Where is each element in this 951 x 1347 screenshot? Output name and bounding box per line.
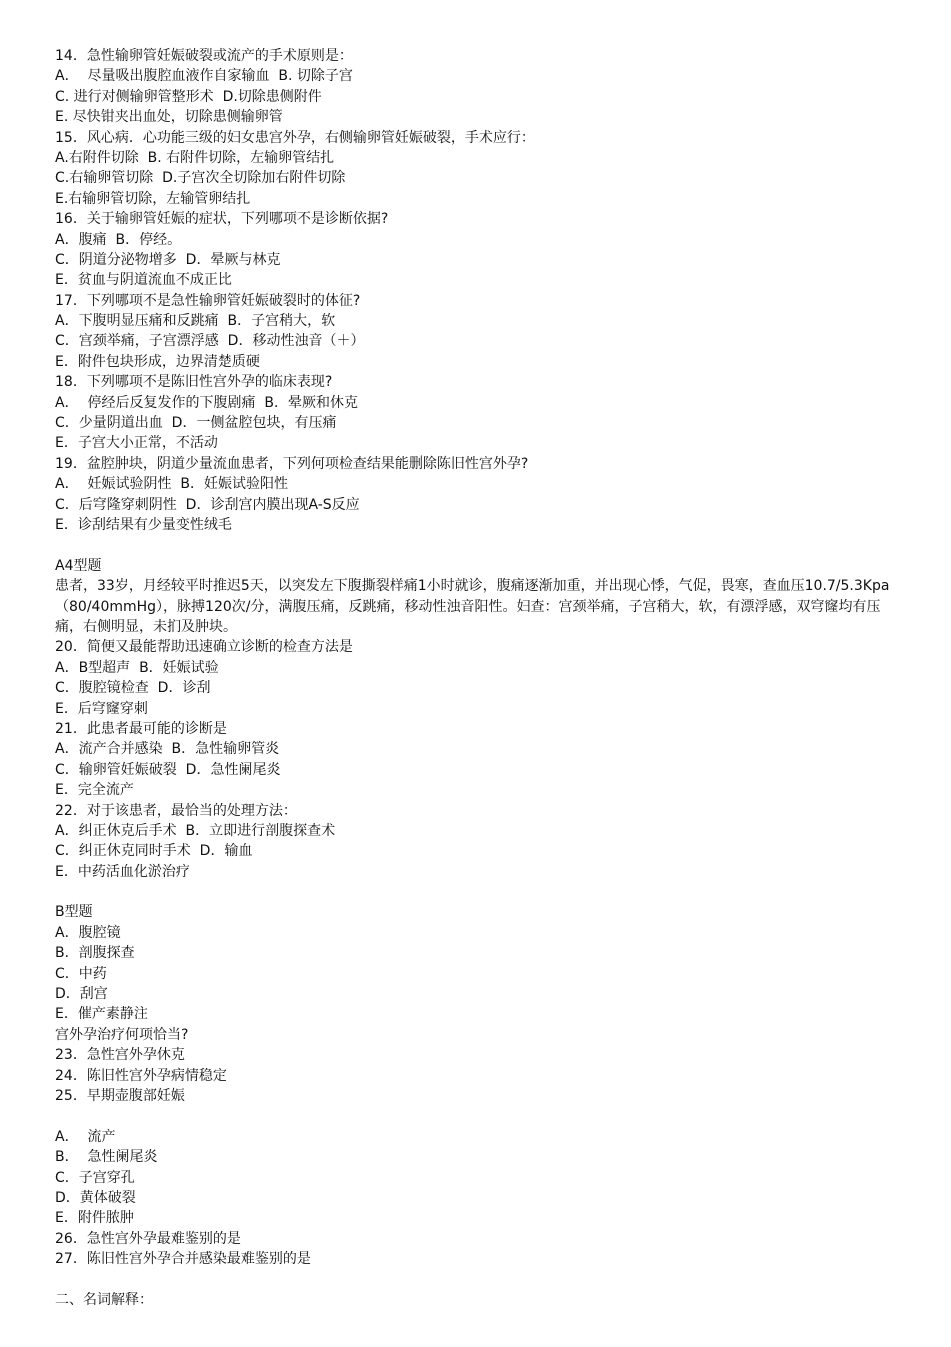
option-line: E.右输卵管切除，左输管卵结扎 <box>55 190 251 207</box>
option-line: C. 进行对侧输卵管整形术 D.切除患侧附件 <box>55 88 322 105</box>
a4-section <box>55 556 905 882</box>
b-section-group-2 <box>55 1127 905 1270</box>
question-line: 23．急性宫外孕休克 <box>55 1047 185 1064</box>
option-line: C．阴道分泌物增多 D．晕厥与林克 <box>55 251 281 268</box>
option-line: A.右附件切除 B. 右附件切除，左输卵管结扎 <box>55 149 335 166</box>
question-line: 25．早期壶腹部妊娠 <box>55 1087 185 1104</box>
option-line: B．剖腹探查 <box>55 945 135 962</box>
option-line: A． 停经后反复发作的下腹剧痛 B．晕厥和休克 <box>55 394 358 411</box>
question-line: 27．陈旧性宫外孕合并感染最难鉴别的是 <box>55 1251 311 1268</box>
option-line: E．诊刮结果有少量变性绒毛 <box>55 516 232 533</box>
question-line: 15．风心病．心功能三级的妇女患宫外孕，右侧输卵管妊娠破裂，手术应行： <box>55 129 535 146</box>
question-block-14-19 <box>55 46 905 535</box>
option-line: E．附件脓肿 <box>55 1210 134 1227</box>
question-stem: 宫外孕治疗何项恰当? <box>55 1026 189 1043</box>
option-line: E. 尽快钳夹出血处，切除患侧输卵管 <box>55 109 283 126</box>
question-line: 14．急性输卵管妊娠破裂或流产的手术原则是： <box>55 48 353 64</box>
option-line: A．流产合并感染 B．急性输卵管炎 <box>55 741 280 758</box>
option-line: E．子宫大小正常，不活动 <box>55 435 218 452</box>
blank-line <box>55 1106 905 1126</box>
option-line: C．子宫穿孔 <box>55 1169 135 1186</box>
question-line: 24．陈旧性宫外孕病情稳定 <box>55 1067 227 1084</box>
question-line: 22．对于该患者，最恰当的处理方法： <box>55 802 297 819</box>
option-line: E．附件包块形成，边界清楚质硬 <box>55 353 260 370</box>
question-line: 19．盆腔肿块，阴道少量流血患者，下列何项检查结果能删除陈旧性宫外孕? <box>55 455 529 472</box>
section-heading: A4型题 <box>55 557 102 574</box>
question-line: 17．下列哪项不是急性输卵管妊娠破裂时的体征? <box>55 292 361 309</box>
blank-line <box>55 882 905 902</box>
option-line: A． 妊娠试验阴性 B．妊娠试验阳性 <box>55 476 288 493</box>
question-line: 16．关于输卵管妊娠的症状，下列哪项不是诊断依据? <box>55 211 389 228</box>
option-line: D．黄体破裂 <box>55 1189 136 1206</box>
question-line: 20．简便又最能帮助迅速确立诊断的检查方法是 <box>55 639 353 656</box>
option-line: C．少量阴道出血 D．一侧盆腔包块，有压痛 <box>55 415 337 432</box>
option-line: C．中药 <box>55 965 107 982</box>
question-line: 18．下列哪项不是陈旧性宫外孕的临床表现? <box>55 374 333 391</box>
option-line: A． 流产 <box>55 1128 116 1145</box>
option-line: D．刮宫 <box>55 986 108 1003</box>
option-line: E．完全流产 <box>55 782 134 799</box>
option-line: E．中药活血化淤治疗 <box>55 863 190 880</box>
blank-line <box>55 1269 905 1289</box>
blank-line <box>55 535 905 555</box>
case-description: 患者，33岁，月经较平时推迟5天，以突发左下腹撕裂样痛1小时就诊，腹痛逐渐加重，并出现心悸，气促，畏寒，查血压10.7/5.3Kpa（80/40mmHg），脉搏120次/分，满腹压痛，反跳痛，移动性浊音阳性。妇查：宫颈举痛，子宫稍大，软，有漂浮感，双穹窿均有压痛，右侧明显，未扪及肿块。 <box>55 578 890 635</box>
document-page <box>55 46 905 1310</box>
option-line: C．腹腔镜检查 D．诊刮 <box>55 680 211 697</box>
option-line: E．后穹窿穿刺 <box>55 700 148 717</box>
option-line: A．下腹明显压痛和反跳痛 B．子宫稍大，软 <box>55 313 336 330</box>
question-line: 26．急性宫外孕最难鉴别的是 <box>55 1230 241 1247</box>
section-heading: B型题 <box>55 904 93 921</box>
question-line: 21．此患者最可能的诊断是 <box>55 720 227 737</box>
option-line: E．催产素静注 <box>55 1006 148 1023</box>
option-line: A．腹腔镜 <box>55 924 121 941</box>
option-line: C．输卵管妊娠破裂 D．急性阑尾炎 <box>55 761 281 778</box>
option-line: E．贫血与阴道流血不成正比 <box>55 272 232 289</box>
option-line: C.右输卵管切除 D.子宫次全切除加右附件切除 <box>55 170 346 187</box>
option-line: B． 急性阑尾炎 <box>55 1149 158 1166</box>
option-line: A．B型超声 B．妊娠试验 <box>55 659 219 676</box>
option-line: C．纠正休克同时手术 D．输血 <box>55 843 253 860</box>
option-line: C．后穹隆穿刺阴性 D．诊刮宫内膜出现A-S反应 <box>55 496 360 513</box>
option-line: C．宫颈举痛，子宫漂浮感 D．移动性浊音（＋） <box>55 333 365 350</box>
b-section <box>55 902 905 1106</box>
option-line: A． 尽量吸出腹腔血液作自家输血 B. 切除子宫 <box>55 68 353 85</box>
option-line: A．纠正休克后手术 B．立即进行剖腹探查术 <box>55 822 336 839</box>
section-heading: 二、名词解释： <box>55 1291 153 1308</box>
option-line: A．腹痛 B．停经。 <box>55 231 182 248</box>
